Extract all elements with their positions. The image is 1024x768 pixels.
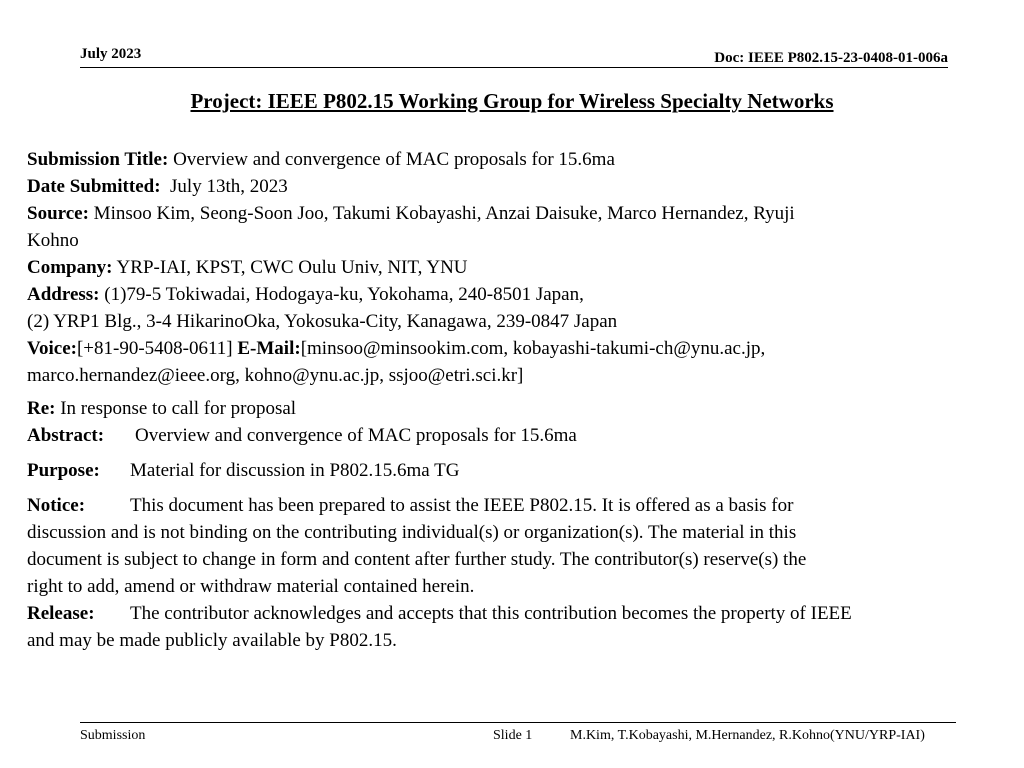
submission-details (27, 146, 1002, 654)
email-value-continued: marco.hernandez@ieee.org, kohno@ynu.ac.jp, ssjoo@etri.sci.kr] (27, 365, 524, 386)
email-label: E-Mail: (237, 338, 301, 359)
submission-title-label: Submission Title: (27, 149, 169, 170)
footer-divider (80, 722, 956, 723)
re-row (27, 395, 1002, 422)
release-label: Release: (27, 603, 95, 624)
release-text-line-1: The contributor acknowledges and accepts that this contribution becomes the property of IEEE (130, 603, 852, 624)
re-value: In response to call for proposal (55, 398, 297, 419)
abstract-label: Abstract: (27, 425, 105, 446)
notice-text-line-2: discussion and is not binding on the contributing individual(s) or organization(s). The material in this (27, 522, 797, 543)
notice-text-line-4: right to add, amend or withdraw material contained herein. (27, 576, 475, 597)
address-label: Address: (27, 284, 100, 305)
re-label: Re: (27, 398, 56, 419)
purpose-value: Material for discussion in P802.15.6ma TG (130, 460, 460, 481)
release-row (27, 600, 1002, 627)
company-value: YRP-IAI, KPST, CWC Oulu Univ, NIT, YNU (112, 257, 468, 278)
purpose-label: Purpose: (27, 460, 100, 481)
source-value: Minsoo Kim, Seong-Soon Joo, Takumi Kobayashi, Anzai Daisuke, Marco Hernandez, Ryuji (88, 203, 795, 224)
project-title: Project: IEEE P802.15 Working Group for Wireless Specialty Networks (190, 89, 834, 113)
footer-slide-number: Slide 1 (493, 728, 533, 743)
submission-title-value: Overview and convergence of MAC proposals for 15.6ma (168, 149, 615, 170)
voice-label: Voice: (27, 338, 77, 359)
header-doc-id: Doc: IEEE P802.15-23-0408-01-006a (714, 50, 948, 66)
voice-email-row (27, 335, 1002, 362)
email-value: [minsoo@minsookim.com, kobayashi-takumi-ch@ynu.ac.jp, (300, 338, 766, 359)
abstract-value: Overview and convergence of MAC proposals for 15.6ma (135, 425, 577, 446)
submission-title-row (27, 146, 1002, 173)
abstract-row (27, 422, 1002, 449)
company-row (27, 254, 1002, 281)
source-label: Source: (27, 203, 89, 224)
source-value-continued: Kohno (27, 230, 79, 251)
notice-label: Notice: (27, 495, 86, 516)
header-date: July 2023 (80, 46, 142, 62)
address-value: (1)79-5 Tokiwadai, Hodogaya-ku, Yokohama, 240-8501 Japan, (99, 284, 584, 305)
purpose-row (27, 457, 1002, 484)
source-row (27, 200, 1002, 227)
date-submitted-value: July 13th, 2023 (160, 176, 288, 197)
date-submitted-label: Date Submitted: (27, 176, 161, 197)
address-row (27, 281, 1002, 308)
notice-text-line-3: document is subject to change in form and content after further study. The contributor(s) reserve(s) the (27, 549, 807, 570)
notice-text-line-1: This document has been prepared to assist the IEEE P802.15. It is offered as a basis for (130, 495, 794, 516)
header-divider (80, 67, 948, 68)
company-label: Company: (27, 257, 113, 278)
notice-row (27, 492, 1002, 519)
date-submitted-row (27, 173, 1002, 200)
voice-value: [+81-90-5408-0611] (76, 338, 238, 359)
release-text-line-2: and may be made publicly available by P802.15. (27, 630, 397, 651)
footer-authors: M.Kim, T.Kobayashi, M.Hernandez, R.Kohno(YNU/YRP-IAI) (570, 728, 925, 743)
address-value-continued: (2) YRP1 Blg., 3-4 HikarinoOka, Yokosuka-City, Kanagawa, 239-0847 Japan (27, 311, 618, 332)
footer-submission: Submission (80, 728, 146, 743)
